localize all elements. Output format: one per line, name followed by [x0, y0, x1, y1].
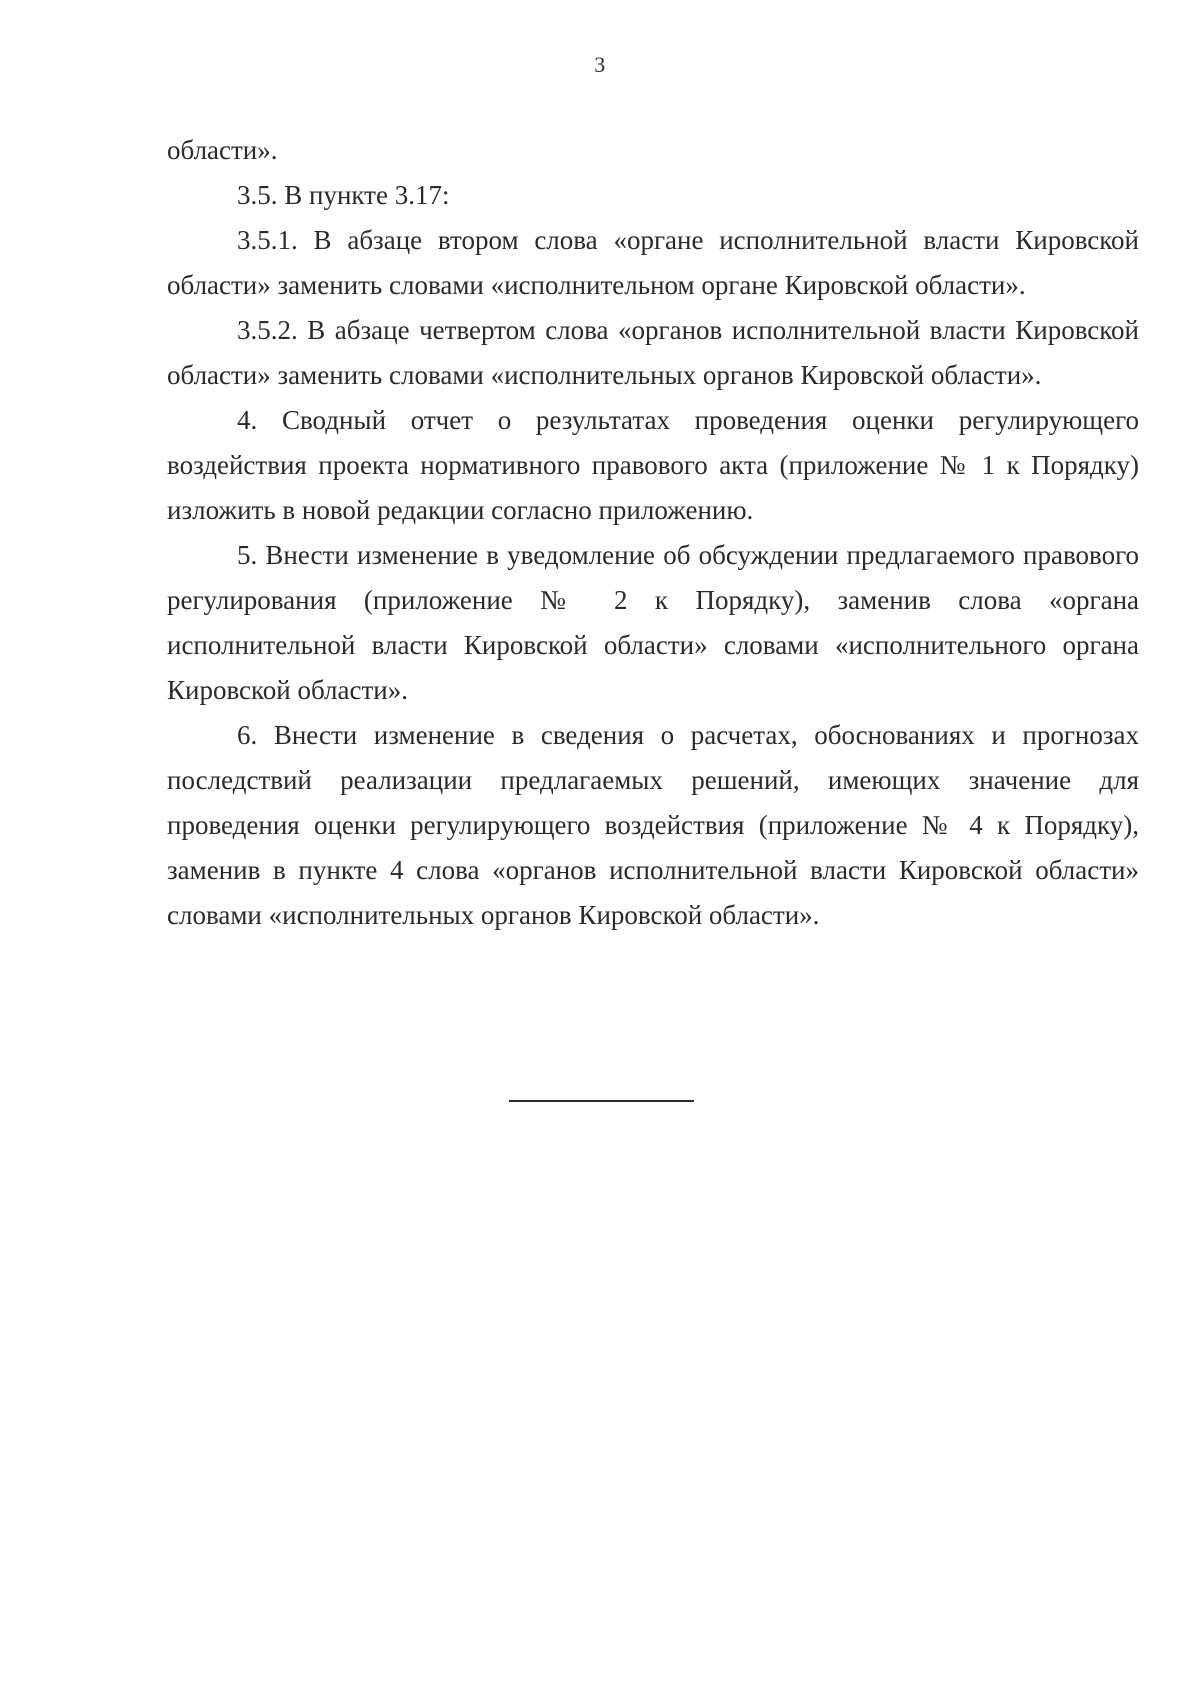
page-number: 3 — [594, 52, 606, 77]
paragraph-3-5-2: 3.5.2. В абзаце четвертом слова «органов исполнительной власти Кировской области» заменить словами «исполнительных органов Кировской области». — [167, 315, 1139, 390]
paragraph-3-5-1: 3.5.1. В абзаце втором слова «органе исполнительной власти Кировской области» заменить словами «исполнительном органе Кировской области». — [167, 225, 1139, 300]
paragraph-continuation: области». — [167, 135, 278, 165]
paragraph-4: 4. Сводный отчет о результатах проведения оценки регулирующего воздействия проекта нормативного правового акта (приложение № 1 к Порядку) изложить в новой редакции согласно приложению. — [167, 405, 1139, 525]
paragraph-3-5: 3.5. В пункте 3.17: — [237, 180, 450, 210]
end-of-document-rule — [509, 1100, 694, 1102]
paragraph-6: 6. Внести изменение в сведения о расчетах, обоснованиях и прогнозах последствий реализации предлагаемых решений, имеющих значение для проведения оценки регулирующего воздействия (приложение № 4 к Порядку), заменив в пункте 4 слова «органов исполнительной власти Кировской области» словами «исполнительных органов Кировской области». — [167, 720, 1139, 930]
document-body — [167, 128, 1139, 938]
paragraph-5: 5. Внести изменение в уведомление об обсуждении предлагаемого правового регулирования (приложение № 2 к Порядку), заменив слова «органа исполнительной власти Кировской области» словами «исполнительного органа Кировской области». — [167, 540, 1139, 705]
